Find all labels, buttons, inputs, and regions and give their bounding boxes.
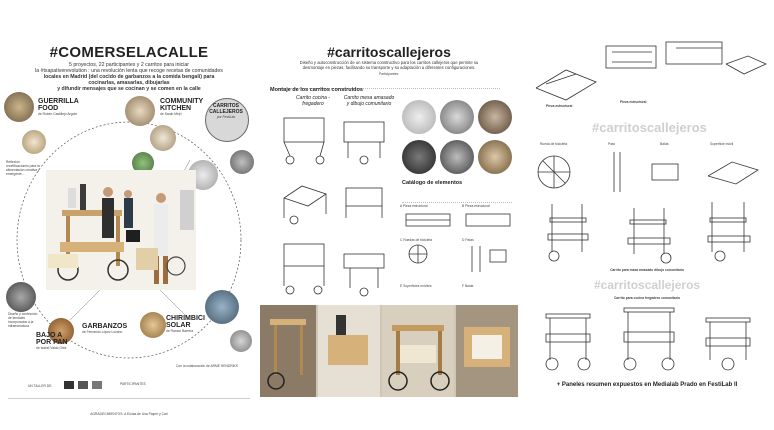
logos-row [64, 381, 102, 389]
structural-pieces-sketch [526, 34, 770, 104]
side-note: Reflexión recetificaciones para la alimentación creativa y emergente... [6, 160, 40, 176]
cart1-label: Carrito cocina - fregadero [296, 95, 330, 107]
intro-line: desmontaje en piezas, facilitando su transporte y su adaptación a diferentes configuraciones. [302, 65, 476, 70]
element-label: Ruedas de bicicleta [403, 238, 433, 242]
project-author: de Ruben Castillejo Argote [38, 112, 78, 116]
panel1-intro [10, 62, 248, 92]
element-label: Superficies móviles [403, 284, 432, 288]
element-label: Balda [464, 284, 474, 288]
participants-heading: PARTICIPANTES [120, 382, 146, 386]
project-bajo-a-por-pan [36, 332, 76, 350]
watermark-title-2: #carritoscallejeros [594, 278, 701, 292]
intro-line: Diseño y autoconstrucción de un sistema constructivo para los carritos callejeros que permite su [299, 60, 479, 65]
workshop-label: UN TALLER DE: [28, 384, 53, 388]
process-photo [440, 140, 474, 174]
photo-circle-community [125, 96, 155, 126]
photo-circle-garbanzos [140, 312, 166, 338]
panel-catalogo [520, 0, 774, 430]
process-photo [402, 140, 436, 174]
catalog-sketches [400, 210, 516, 284]
project-author: por FestiLab [216, 115, 236, 119]
logo-mark [92, 381, 102, 389]
process-photo-grid [398, 98, 514, 188]
panel-comerselacalle [0, 0, 258, 430]
project-chirimbici [166, 315, 206, 333]
montaje-heading: Montaje de los carritos construidos [270, 87, 363, 93]
participants-list [8, 398, 250, 409]
cart2-label: Carrito mesa amasado y dibujo comunitario [343, 95, 395, 107]
element-a [400, 204, 428, 208]
process-photo [402, 100, 436, 134]
intro-line: y difundir mensajes que se cocinan y se comen en la calle [57, 86, 201, 92]
element-f [462, 284, 473, 288]
element-id: B [462, 204, 465, 208]
photo-circle-street [230, 150, 254, 174]
label-balda: Balda [660, 142, 669, 146]
project-author: de Ramón Barrera [166, 329, 194, 333]
project-carritos [207, 104, 245, 119]
logo-mark [64, 381, 74, 389]
panel2-title: #carritoscallejeros [327, 44, 451, 60]
element-e [400, 284, 432, 288]
project-name: CARRITOS CALLEJEROS [209, 103, 243, 115]
label-pata: Pata [608, 142, 615, 146]
label-carrito-masa: Carrito para masa amasado dibujo comunitario [610, 268, 684, 272]
photo-circle-bike [230, 330, 252, 352]
bottom-note: Diseño y confección de tendales incorporados a la infraestructura [8, 312, 38, 328]
element-label: Patas [465, 238, 474, 242]
collab-note: Con la colaboración de ARME HENDRIKS [176, 364, 238, 368]
carrito-cocina-sketch [540, 304, 764, 374]
panel1-footer: AGRADECIMIENTOS: A Eloísa de Lisa Piquer y Carl [90, 412, 168, 416]
project-garbanzos [82, 323, 138, 334]
process-photo [478, 100, 512, 134]
intro-line: la #txapativerevolution : una revolución lenta que recoge recetas de comunidades [35, 68, 223, 74]
catalog-elements [400, 204, 516, 300]
project-name: GARBANZOS [82, 323, 128, 330]
element-id: F [462, 284, 465, 288]
project-author: de Fernando López Lozano [82, 330, 123, 334]
project-name: CHIRIMBICI SOLAR [166, 315, 205, 329]
intro-line: cocinarlas, amasarlas, dibujarlas [88, 80, 170, 86]
label-pieza-estructural: Pieza estructural [546, 104, 573, 108]
participants-heading: Participantes: [379, 72, 399, 76]
project-name: BAJO A POR PAN [36, 332, 68, 346]
photo-circle-food [22, 130, 46, 154]
process-photo [440, 100, 474, 134]
label-rueda: Rueda de bicicleta [540, 142, 568, 146]
intro-line: locales en Madrid (del cocido de garbanzos a la comida bengalí) para [43, 74, 215, 80]
process-photo [478, 140, 512, 174]
intro-line: 5 proyectos, 22 participantes y 2 carritos para iniciar [69, 62, 189, 68]
catalog-description [402, 188, 512, 203]
project-author: de Isabel Valdo Ortiz [36, 346, 67, 350]
panel1-title: #COMERSELACALLE [49, 44, 209, 61]
panel3-footer: + Paneles resumen expuestos en Medialab Prado en FestiLab II [556, 382, 738, 388]
photo-circle-pan [6, 282, 36, 312]
element-id: D [462, 238, 465, 242]
components-sketch [532, 146, 768, 198]
label-carrito-cocina: Carrito para cocina fregadero comunitario [614, 296, 680, 300]
element-id: A [400, 204, 403, 208]
project-name: GUERRILLA FOOD [38, 98, 79, 112]
element-id: C [400, 238, 403, 242]
project-name: COMMUNITY KITCHEN [160, 98, 204, 112]
photo-circle-solar [205, 290, 239, 324]
element-label: Pieza estructural [465, 204, 490, 208]
label-superficie: Superficie móvil [710, 142, 734, 146]
label-pieza-estructural-2: Pieza estructural [620, 100, 647, 104]
panel-carritoscallejeros [258, 0, 520, 430]
catalog-heading: Catálogo de elementos [402, 180, 463, 186]
project-community [160, 98, 210, 116]
carrito-masa-sketch [540, 198, 764, 268]
build-photo-strip [260, 305, 518, 397]
project-guerrilla [38, 98, 84, 116]
photo-circle-cooking [150, 125, 176, 151]
element-id: E [400, 284, 403, 288]
watermark-title: #carritoscallejeros [592, 120, 707, 135]
panel2-intro [264, 60, 514, 70]
element-b [462, 204, 490, 208]
logo-mark [78, 381, 88, 389]
photo-circle-guerrilla [4, 92, 34, 122]
element-label: Pieza estructural [402, 204, 428, 208]
cart-photo [46, 170, 196, 290]
project-author: de Sarah Mejri [160, 112, 182, 116]
montaje-sketches [274, 112, 404, 302]
